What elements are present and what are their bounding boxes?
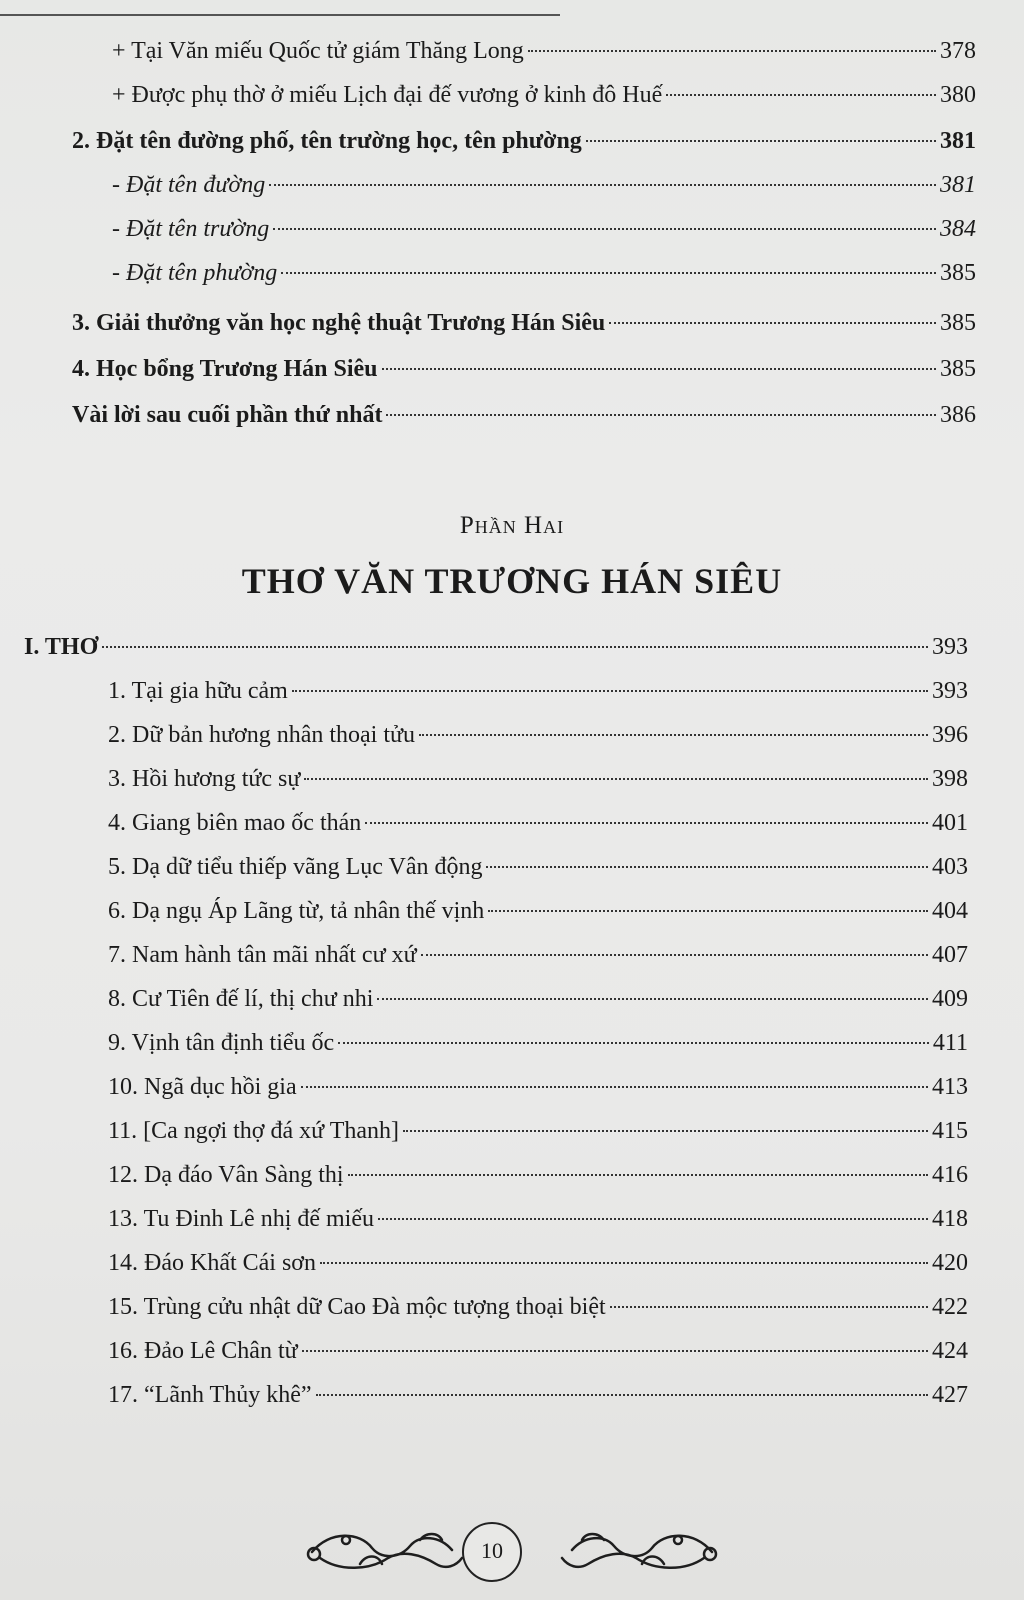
toc-entry: 6. Dạ ngụ Áp Lãng từ, tả nhân thế vịnh 404 (108, 898, 968, 924)
toc-entry: 7. Nam hành tân mãi nhất cư xứ 407 (108, 942, 968, 968)
toc-entry: 4. Học bổng Trương Hán Siêu 385 (72, 356, 976, 382)
toc-entry: Vài lời sau cuối phần thứ nhất 386 (72, 402, 976, 428)
toc-entry: 14. Đáo Khất Cái sơn 420 (108, 1250, 968, 1276)
toc-entry: 2. Đặt tên đường phố, tên trường học, tên phường 381 (72, 128, 976, 154)
toc-entry: 13. Tu Đinh Lê nhị đế miếu 418 (108, 1206, 968, 1232)
toc-entry: 10. Ngã dục hồi gia 413 (108, 1074, 968, 1100)
toc-entry: 9. Vịnh tân định tiểu ốc 411 (108, 1030, 968, 1056)
toc-entry: 5. Dạ dữ tiểu thiếp vãng Lục Vân động 403 (108, 854, 968, 880)
toc-entry: - Đặt tên phường 385 (112, 260, 976, 286)
toc-entry: 4. Giang biên mao ốc thán 401 (108, 810, 968, 836)
toc-entry: - Đặt tên đường 381 (112, 172, 976, 198)
part-label: Phần Hai (459, 512, 565, 539)
toc-entry: 11. [Ca ngợi thợ đá xứ Thanh] 415 (108, 1118, 968, 1144)
page-number: 10 (462, 1522, 522, 1582)
toc-entry: 17. “Lãnh Thủy khê” 427 (108, 1382, 968, 1408)
part-title: THƠ VĂN TRƯƠNG HÁN SIÊU (241, 561, 783, 601)
toc-entry: + Tại Văn miếu Quốc tử giám Thăng Long 378 (112, 38, 976, 64)
toc-entry: - Đặt tên trường 384 (112, 216, 976, 242)
toc-entry: 12. Dạ đáo Vân Sàng thị 416 (108, 1162, 968, 1188)
toc-entry: 1. Tại gia hữu cảm 393 (108, 678, 968, 704)
toc-entry: 15. Trùng cửu nhật dữ Cao Đà mộc tượng thoại biệt 422 (108, 1294, 968, 1320)
toc-entry: 3. Hồi hương tức sự 398 (108, 766, 968, 792)
toc-entry: 16. Đảo Lê Chân từ 424 (108, 1338, 968, 1364)
toc-entry: + Được phụ thờ ở miếu Lịch đại đế vương ở kinh đô Huế 380 (112, 82, 976, 108)
top-divider (0, 14, 560, 16)
toc-entry: 3. Giải thưởng văn học nghệ thuật Trương Hán Siêu 385 (72, 310, 976, 336)
toc-entry: 8. Cư Tiên đế lí, thị chư nhi 409 (108, 986, 968, 1012)
toc-section-heading: I. THƠ 393 (24, 634, 968, 660)
toc-entry: 2. Dữ bản hương nhân thoại tửu 396 (108, 722, 968, 748)
